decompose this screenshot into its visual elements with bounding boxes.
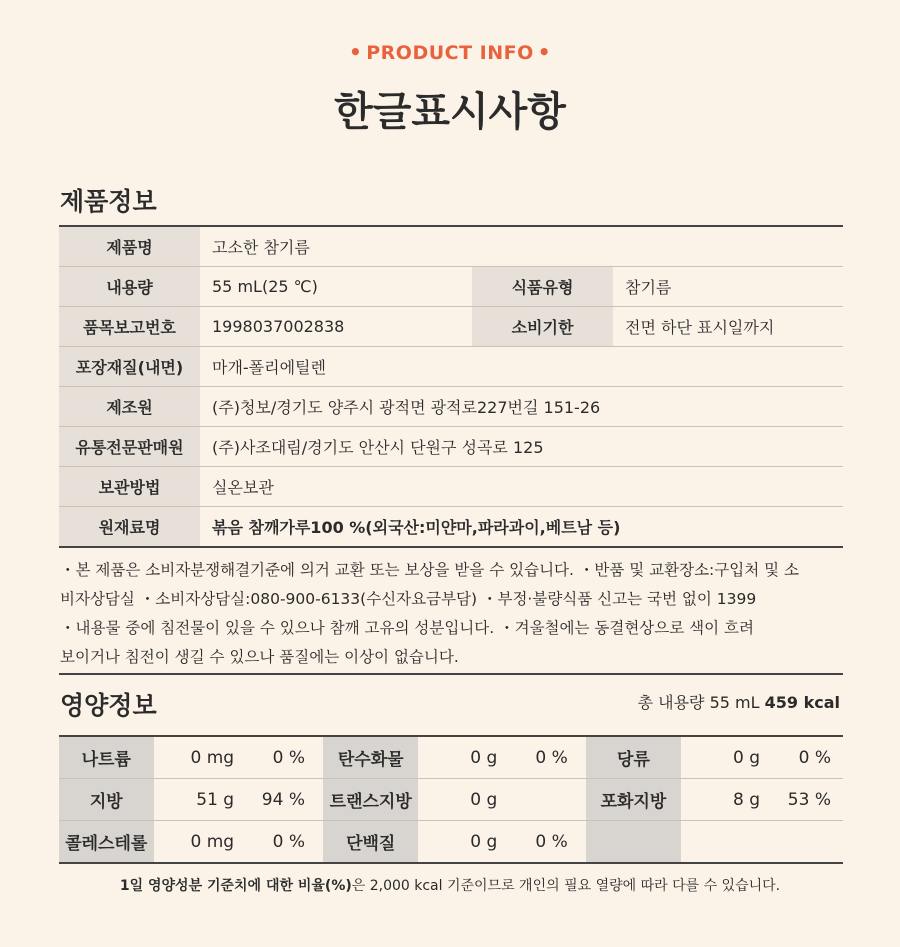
nutrient-percent xyxy=(760,821,843,864)
nutrient-amount: 0 mg xyxy=(154,736,235,779)
nutrient-percent: 53 % xyxy=(760,779,843,821)
volume-label: 내용량 xyxy=(59,267,200,307)
note-line: ・내용물 중에 침전물이 있을 수 있으나 참깨 고유의 성분입니다. ・겨울철에는 동결현상으로 색이 흐려 xyxy=(60,619,754,637)
nutrient-name xyxy=(586,821,681,864)
table-row xyxy=(59,467,843,507)
nutrient-name: 나트륨 xyxy=(59,736,154,779)
divider xyxy=(59,673,843,675)
nutrient-amount: 0 g xyxy=(418,779,497,821)
nutrient-name: 탄수화물 xyxy=(323,736,418,779)
nutrient-name: 콜레스테롤 xyxy=(59,821,154,864)
report-label: 품목보고번호 xyxy=(59,307,200,347)
packaging-value: 마개-폴리에틸렌 xyxy=(200,347,843,387)
page-title: 한글표시사항 xyxy=(334,89,566,135)
table-row xyxy=(59,307,843,347)
expiry-value: 전면 하단 표시일까지 xyxy=(613,307,843,347)
note-line: ・본 제품은 소비자분쟁해결기준에 의거 교환 또는 보상을 받을 수 있습니다. ・반품 및 교환장소:구입처 및 소 xyxy=(60,561,799,579)
nutrient-name: 단백질 xyxy=(323,821,418,864)
gap xyxy=(305,821,323,864)
distributor-value: (주)사조대림/경기도 안산시 단원구 성곡로 125 xyxy=(200,427,843,467)
nutrient-percent: 0 % xyxy=(272,831,305,852)
nutrient-amount: 8 g xyxy=(681,779,760,821)
nutrient-amount xyxy=(681,821,760,864)
nutrient-percent: 0 % xyxy=(497,736,567,779)
nutrient-amount: 0 g xyxy=(470,831,498,852)
nutrient-name: 당류 xyxy=(586,736,681,779)
gap xyxy=(568,821,586,864)
packaging-label: 포장재질(내면) xyxy=(59,347,200,387)
note-line: 보이거나 침전이 생길 수 있으나 품질에는 이상이 없습니다. xyxy=(60,648,459,666)
nutrient-percent: 94 % xyxy=(234,779,305,821)
total-kcal: 459 kcal xyxy=(764,693,840,712)
table-row xyxy=(59,736,843,779)
nutrient-percent xyxy=(497,779,567,821)
product-info-kicker xyxy=(0,40,900,64)
name-label: 제품명 xyxy=(59,226,200,267)
total-content xyxy=(638,690,840,713)
table-row xyxy=(59,347,843,387)
maker-label: 제조원 xyxy=(59,387,200,427)
gap xyxy=(568,779,586,821)
table-row xyxy=(59,427,843,467)
nutrient-amount: 0 mg xyxy=(190,831,235,852)
gap xyxy=(305,779,323,821)
expiry-label: 소비기한 xyxy=(472,307,613,347)
nutrient-name: 트랜스지방 xyxy=(323,779,418,821)
type-value: 참기름 xyxy=(613,267,843,307)
ingredients-label: 원재료명 xyxy=(59,507,200,548)
table-row xyxy=(59,779,843,821)
nutrient-amount: 51 g xyxy=(154,779,235,821)
nutrient-percent: 0 % xyxy=(234,736,305,779)
product-info-table xyxy=(59,225,843,548)
nutrition-table xyxy=(59,735,843,864)
table-row xyxy=(59,507,843,548)
gap xyxy=(568,736,586,779)
dot-right: • xyxy=(537,40,552,64)
kicker-text: PRODUCT INFO xyxy=(366,42,534,64)
table-row xyxy=(59,267,843,307)
storage-value: 실온보관 xyxy=(200,467,843,507)
product-section-title: 제품정보 xyxy=(60,187,157,216)
nutrient-amount: 0 g xyxy=(418,736,497,779)
nutrient-percent: 0 % xyxy=(760,736,843,779)
table-row xyxy=(59,821,843,864)
total-prefix: 총 내용량 55 mL xyxy=(637,693,760,712)
type-label: 식품유형 xyxy=(472,267,613,307)
nutrition-section-title: 영양정보 xyxy=(60,691,157,720)
volume-value: 55 mL(25 ℃) xyxy=(200,267,472,307)
dot-left: • xyxy=(348,40,363,64)
distributor-label: 유통전문판매원 xyxy=(59,427,200,467)
footnote-rest: 은 2,000 kcal 기준이므로 개인의 필요 열량에 따라 다를 수 있습니다. xyxy=(351,878,781,894)
table-row xyxy=(59,387,843,427)
ingredients-value: 볶음 참깨가루100 %(외국산:미얀마,파라과이,베트남 등) xyxy=(212,518,621,537)
gap xyxy=(305,736,323,779)
footnote-bold: 1일 영양성분 기준치에 대한 비율(%) xyxy=(119,878,352,894)
report-value: 1998037002838 xyxy=(200,307,472,347)
nutrient-name: 지방 xyxy=(59,779,154,821)
nutrient-name: 포화지방 xyxy=(586,779,681,821)
table-row xyxy=(59,226,843,267)
nutrition-footnote xyxy=(0,875,900,895)
maker-value: (주)청보/경기도 양주시 광적면 광적로227번길 151-26 xyxy=(200,387,843,427)
notes-block xyxy=(60,556,850,672)
note-line: 비자상담실 ・소비자상담실:080-900-6133(수신자요금부담) ・부정·불량식품 신고는 국번 없이 1399 xyxy=(60,590,757,608)
storage-label: 보관방법 xyxy=(59,467,200,507)
nutrient-amount: 0 g xyxy=(681,736,760,779)
name-value: 고소한 참기름 xyxy=(200,226,843,267)
nutrient-percent: 0 % xyxy=(535,831,568,852)
